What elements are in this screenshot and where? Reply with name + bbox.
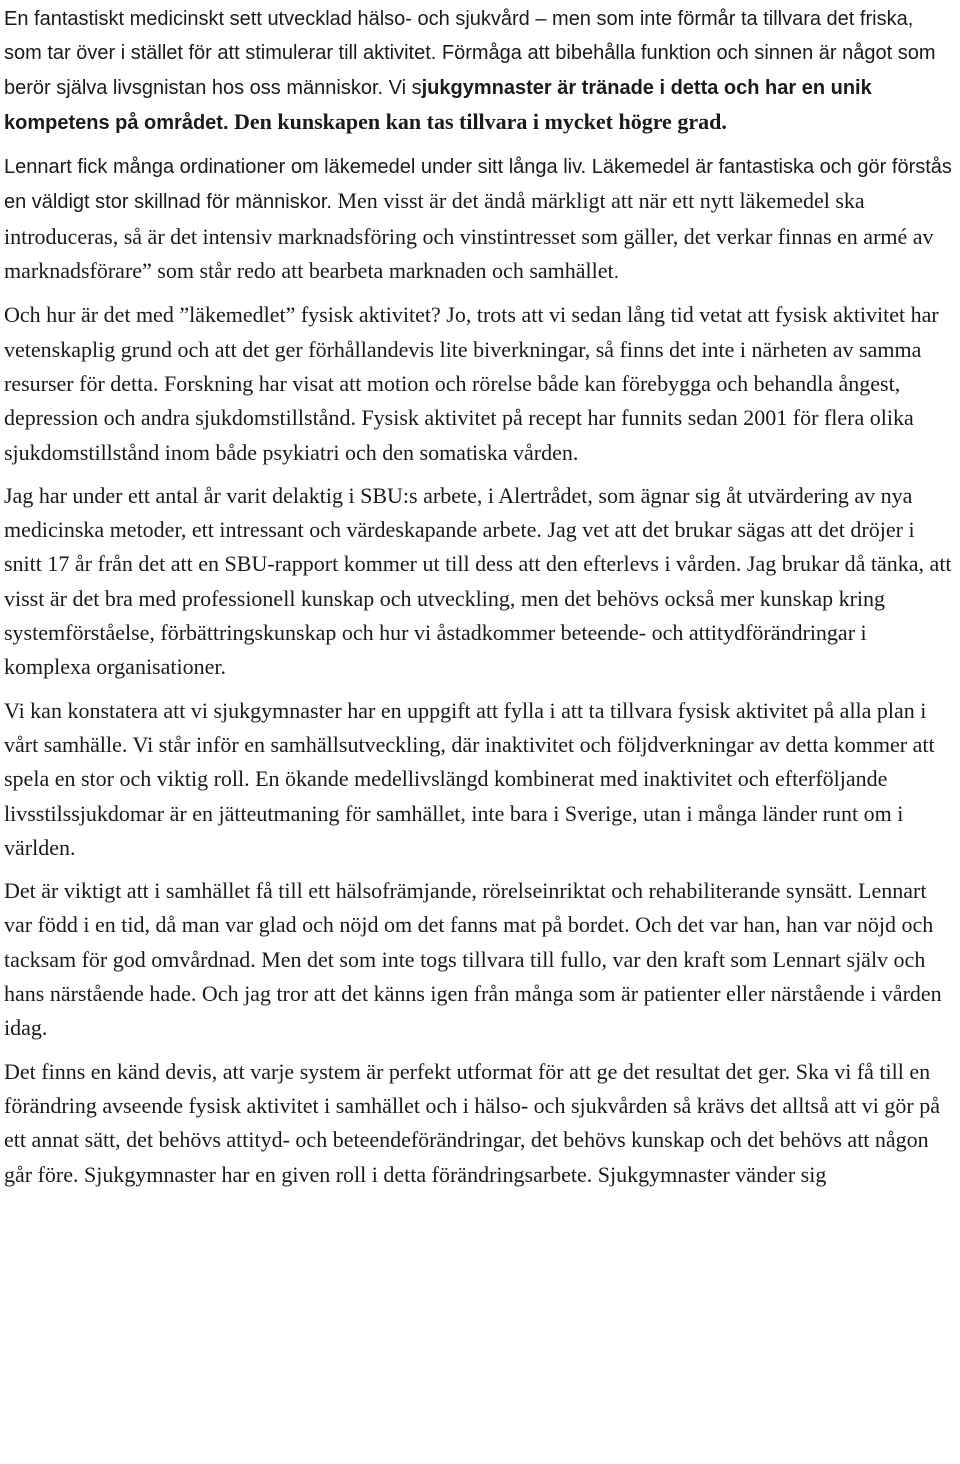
intro-bold-text: jukgymnaster är tränade i detta och har en unik kompetens på området.: [4, 76, 872, 134]
paragraph-system-change: Det finns en känd devis, att varje system är perfekt utformat för att ge det resultat det ger. Ska vi få till en förändring avseende fysisk aktivitet i samhället och i hälso- och sjukvården så krävs det alltså att vi gör på ett annat sätt, det behövs attityd- och beteendeförändringar, det behövs kunskap och det behövs att någon går före. Sjukgymnaster har en given roll i detta förändringsarbete. Sjukgymnaster vänder sig: [4, 1058, 940, 1187]
paragraph-intro: [4, 0, 956, 140]
paragraph-physiotherapists: Vi kan konstatera att vi sjukgymnaster har en uppgift att fylla i att ta tillvara fysisk aktivitet på alla plan i vårt samhälle. Vi står inför en samhällsutveckling, där inaktivitet och följdverkningar av detta kommer att spela en stor och viktig roll. En ökande medellivslängd kombinerat med inaktivitet och efterföljande livsstilssjukdomar är en jätteutmaning för samhället, inte bara i Sverige, utan i många länder runt om i världen.: [4, 697, 935, 860]
intro-bold-serif-text: Den kunskapen kan tas tillvara i mycket högre grad.: [228, 108, 727, 134]
medication-serif-text: Men visst är det ändå märkligt att när ett nytt läkemedel ska introduceras, så är det intensiv marknadsföring och vinstintresset som gäller, det verkar finnas en armé av marknadsförare” som står redo att bearbeta marknaden och samhället: [4, 188, 934, 284]
paragraph-sbu: Jag har under ett antal år varit delaktig i SBU:s arbete, i Alertrådet, som ägnar sig åt utvärdering av nya medicinska metoder, ett intressant och värdeskapande arbete. Jag vet att det brukar sägas att det dröjer i snitt 17 år från det att en SBU-rapport kommer ut till dess att den efterlevs i vården. Jag brukar då tänka, att visst är det bra med professionell kunskap och utveckling, men det behövs också mer kunskap kring systemförståelse, förbättringskunskap och hur vi åstadkommer beteende- och attitydförändringar i komplexa organisationer.: [4, 482, 952, 680]
paragraph-physical-activity: Och hur är det med ”läkemedlet” fysisk aktivitet? Jo, trots att vi sedan lång tid vetat att fysisk aktivitet har vetenskaplig grund och att det ger förhållandevis lite biverkningar, så finns det inte i närheten av samma resurser för detta. Forskning har visat att motion och rörelse både kan förebygga och behandla ångest, depression och andra sjukdomstillstånd. Fysisk aktivitet på recept har funnits sedan 2001 för flera olika sjukdomstillstånd inom både psykiatri och den somatiska vården.: [4, 302, 939, 465]
paragraph-medication: [4, 149, 956, 289]
paragraph-health-promotion: Det är viktigt att i samhället få till ett hälsofrämjande, rörelseinriktat och rehabiliterande synsätt. Lennart var född i en tid, då man var glad och nöjd om det fanns mat på bordet. Och det var han, han var nöjd och tacksam för god omvårdnad. Men det som inte togs tillvara till fullo, var den kraft som Lennart själv och hans närstående hade. Och jag tror att det känns igen från många som är patienter eller närstående i vården idag.: [4, 878, 942, 1041]
medication-sans-text: Lennart fick många ordinationer om läkemedel under sitt långa liv. Läkemedel är fantastiska och gör förstås en väldigt stor skillnad för människor.: [4, 156, 952, 214]
intro-text: En fantastiskt medicinskt sett utvecklad hälso- och sjukvård – men som inte förmår ta tillvara det friska, som tar över i stället för att stimulerar till aktivitet. Förmåga att bibehålla funktion och sinnen är något som berör själva livsgnistan hos oss människor. Vi s: [4, 8, 936, 99]
medication-end-period: .: [613, 261, 620, 284]
